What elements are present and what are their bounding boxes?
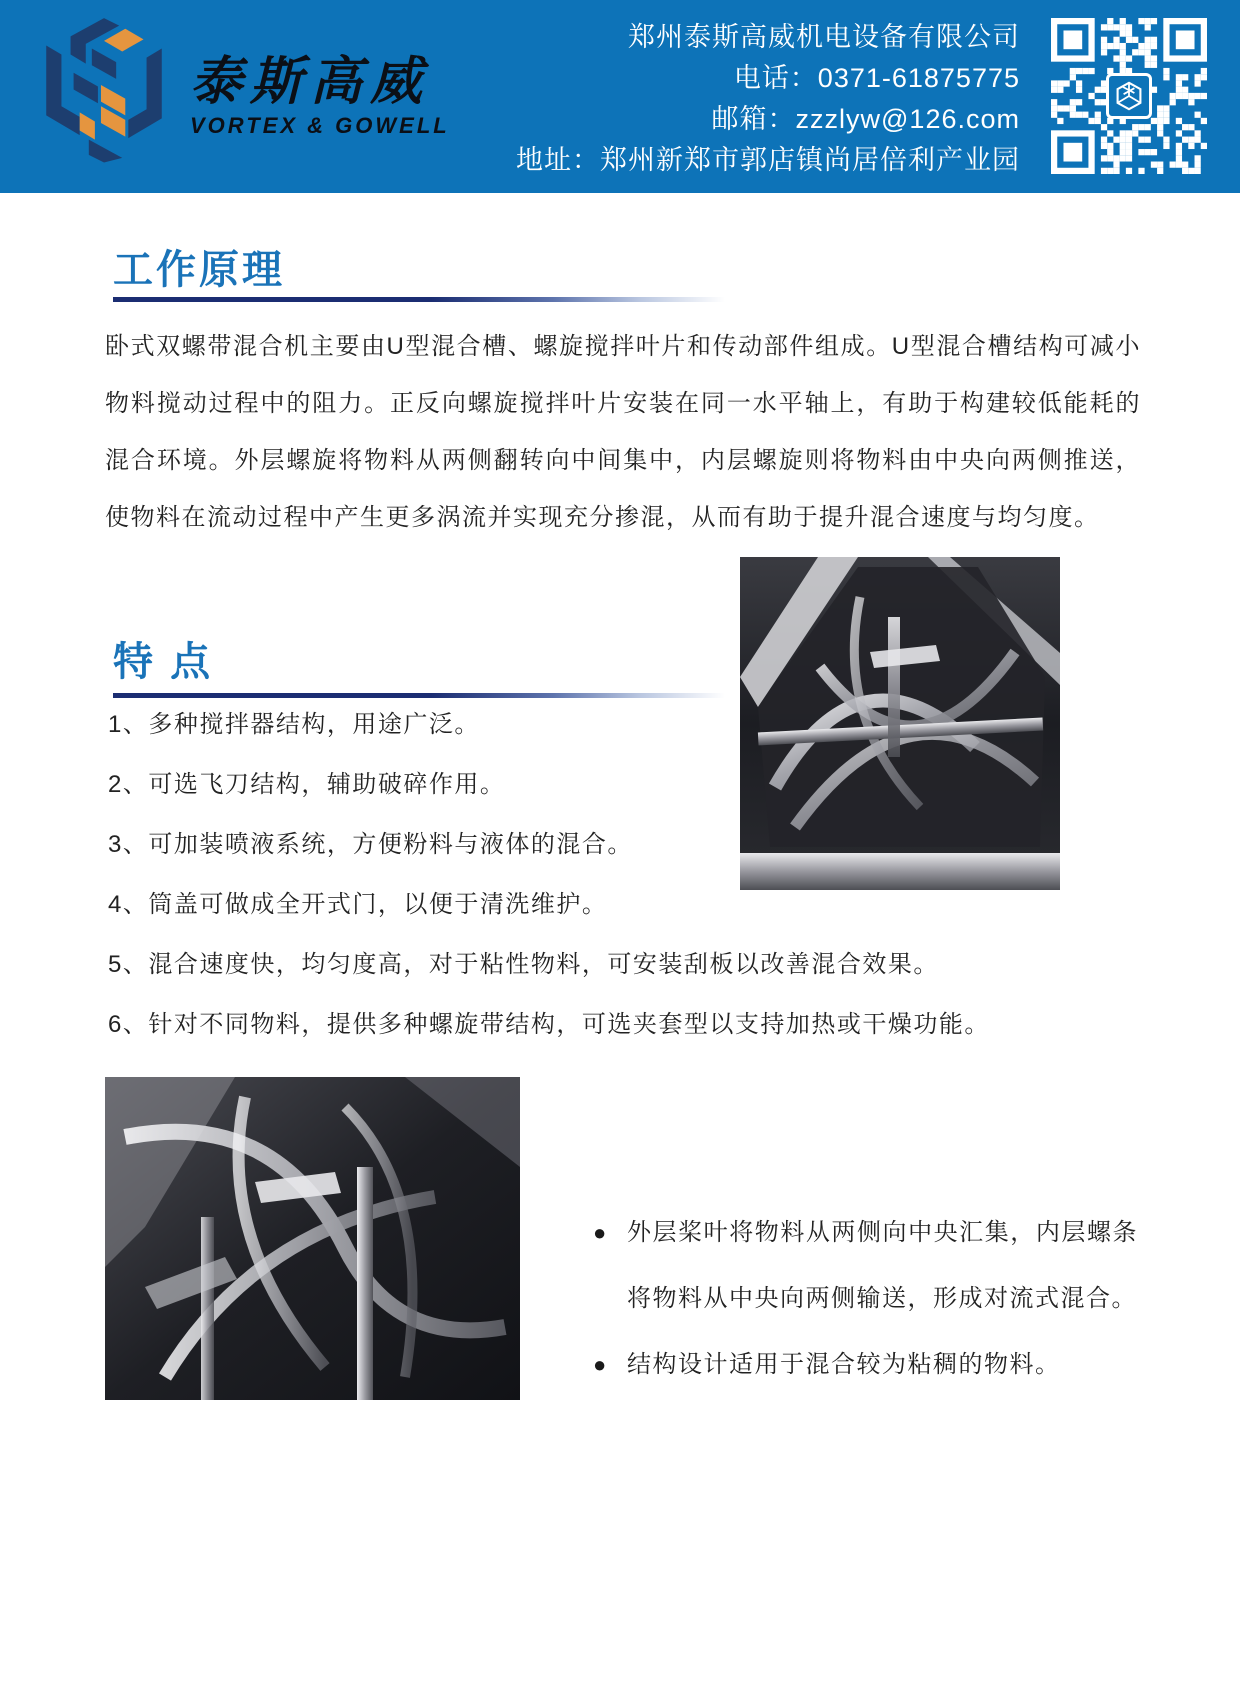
note-text: 外层桨叶将物料从两侧向中央汇集，内层螺条将物料从中央向两侧输送，形成对流式混合。 — [627, 1219, 1138, 1312]
feature-item: 1、多种搅拌器结构，用途广泛。 — [108, 711, 480, 738]
features-title: 特 点 — [113, 640, 214, 684]
feature-item: 4、筒盖可做成全开式门，以便于清洗维护。 — [108, 891, 608, 918]
feature-item: 2、可选飞刀结构，辅助破碎作用。 — [108, 771, 506, 798]
logo-cube-icon — [28, 12, 180, 164]
company-logo — [28, 12, 450, 164]
features-title-rule — [113, 693, 725, 698]
principle-title: 工作原理 — [113, 248, 285, 292]
bullet-icon: ● — [593, 1220, 608, 1245]
note-item — [593, 1332, 1138, 1398]
contact-address: 地址：郑州新郑市郭店镇尚居倍利产业园 — [516, 145, 1020, 175]
principle-title-rule — [113, 297, 725, 302]
contact-block — [400, 17, 1020, 181]
feature-list — [108, 711, 990, 1072]
notes-block — [593, 1200, 1138, 1398]
qr-cube-icon — [1114, 81, 1144, 111]
note-item — [593, 1200, 1138, 1332]
contact-phone: 电话：0371-61875775 — [733, 63, 1020, 93]
top-banner — [0, 0, 1240, 193]
qr-code — [1051, 18, 1207, 174]
note-text: 结构设计适用于混合较为粘稠的物料。 — [627, 1351, 1061, 1378]
feature-item: 6、针对不同物料，提供多种螺旋带结构，可选夹套型以支持加热或干燥功能。 — [108, 1011, 990, 1038]
contact-company: 郑州泰斯高威机电设备有限公司 — [628, 22, 1020, 52]
principle-paragraph: 卧式双螺带混合机主要由U型混合槽、螺旋搅拌叶片和传动部件组成。U型混合槽结构可减小物料搅动过程中的阻力。正反向螺旋搅拌叶片安装在同一水平轴上，有助于构建较低能耗的混合环境。外层螺旋将物料从两侧翻转向中间集中，内层螺旋则将物料由中央向两侧推送，使物料在流动过程中产生更多涡流并实现充分掺混，从而有助于提升混合速度与均匀度。 — [105, 333, 1141, 531]
ribbon-agitator-closeup-photo — [105, 1077, 520, 1400]
feature-item: 5、混合速度快，均匀度高，对于粘性物料，可安装刮板以改善混合效果。 — [108, 951, 939, 978]
contact-email: 邮箱：zzzlyw@126.com — [711, 104, 1020, 134]
bullet-icon: ● — [593, 1352, 608, 1377]
brand-name-en: VORTEX & GOWELL — [190, 113, 450, 138]
brand-name-cn: 泰斯高威 — [190, 53, 431, 111]
feature-item: 3、可加装喷液系统，方便粉料与液体的混合。 — [108, 831, 633, 858]
qr-center-logo — [1106, 73, 1152, 119]
